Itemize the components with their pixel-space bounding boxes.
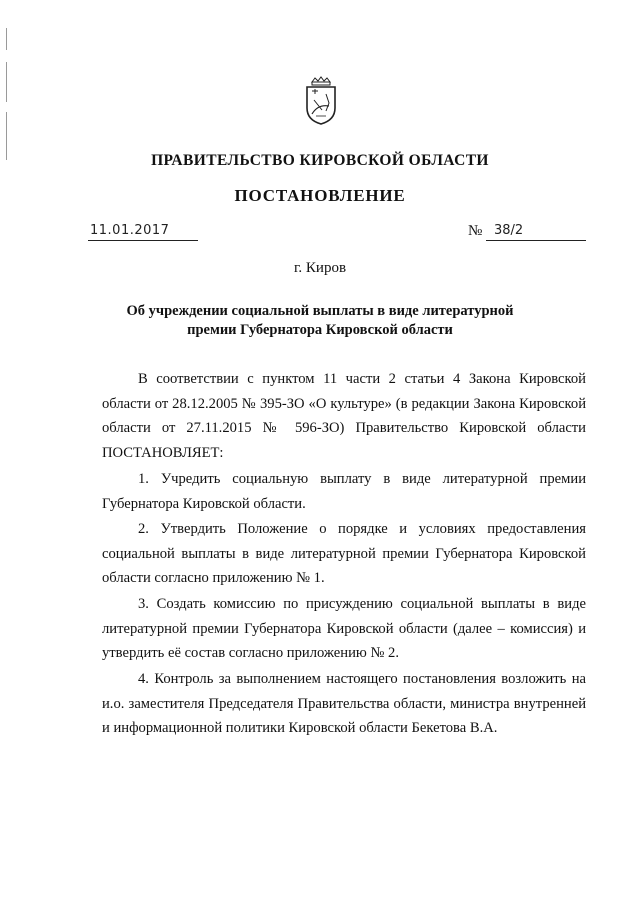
scan-edge-mark <box>6 62 7 102</box>
city-line: г. Киров <box>293 260 347 276</box>
number-label: № <box>468 223 483 239</box>
clause-3: 3. Создать комиссию по присуждению социальной выплаты в виде литературной премии Губернатора Кировской области (далее – комиссия) и утвердить её состав согласно приложению № 2. <box>102 596 586 661</box>
clause-1: 1. Учредить социальную выплату в виде литературной премии Губернатора Кировской области. <box>102 471 586 512</box>
clause-2: 2. Утвердить Положение о порядке и условиях предоставления социальной выплаты в виде литературной премии Губернатора Кировской области согласно приложению № 1. <box>102 521 586 586</box>
document-type: ПОСТАНОВЛЕНИЕ <box>234 186 406 205</box>
scan-edge-mark <box>6 28 7 50</box>
preamble-paragraph: В соответствии с пунктом 11 части 2 статьи 4 Закона Кировской области от 28.12.2005 № 395-ЗО «О культуре» (в редакции Закона Кировской области от 27.11.2015 № 596-ЗО) Правительство Кировской области ПОСТАНОВЛЯЕТ: <box>102 371 586 461</box>
kirov-coat-of-arms-icon <box>304 76 338 126</box>
document-number: 38/2 <box>486 222 586 241</box>
organization-title: ПРАВИТЕЛЬСТВО КИРОВСКОЙ ОБЛАСТИ <box>151 152 489 169</box>
clause-4: 4. Контроль за выполнением настоящего постановления возложить на и.о. заместителя Председателя Правительства области, министра внутренней и информационной политики Кировской области Бекетова В.А. <box>102 671 586 736</box>
document-heading: Об учреждении социальной выплаты в виде литературной премии Губернатора Кировской области <box>126 303 514 338</box>
document-date: 11.01.2017 <box>88 222 198 241</box>
